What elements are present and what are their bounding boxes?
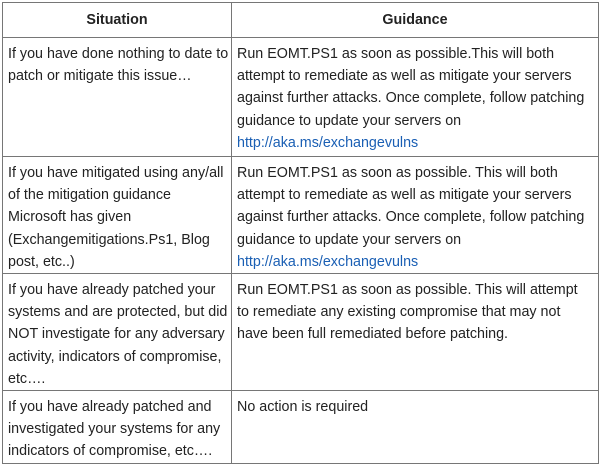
guidance-cell [232,157,599,274]
guidance-table [2,2,599,464]
exchangevulns-link[interactable]: http://aka.ms/exchangevulns [237,253,419,270]
guidance-text: Run EOMT.PS1 as soon as possible. This will both attempt to remediate as well as mitigate your servers against further attacks. Once complete, follow patching guidance to update your servers on [237,165,585,248]
table-row [3,157,599,274]
table-header-row [3,3,599,38]
situation-cell: If you have done nothing to date to patch or mitigate this issue… [3,38,232,157]
guidance-text: Run EOMT.PS1 as soon as possible.This will both attempt to remediate as well as mitigate your servers against further attacks. Once complete, follow patching guidance to update your servers on [237,46,585,129]
table-row [3,391,599,464]
situation-cell: If you have already patched your systems and are protected, but did NOT investigate for any adversary activity, indicators of compromise, etc…. [3,274,232,391]
guidance-cell [232,38,599,157]
header-situation: Situation [3,3,232,38]
guidance-cell: Run EOMT.PS1 as soon as possible. This will attempt to remediate any existing compromise that may not have been full remediated before patching. [232,274,599,391]
situation-cell: If you have already patched and investigated your systems for any indicators of compromise, etc…. [3,391,232,464]
guidance-cell: No action is required [232,391,599,464]
exchangevulns-link[interactable]: http://aka.ms/exchangevulns [237,134,419,151]
table-row [3,38,599,157]
header-guidance: Guidance [232,3,599,38]
situation-cell: If you have mitigated using any/all of the mitigation guidance Microsoft has given (Exchangemitigations.Ps1, Blog post, etc..) [3,157,232,274]
table-row [3,274,599,391]
